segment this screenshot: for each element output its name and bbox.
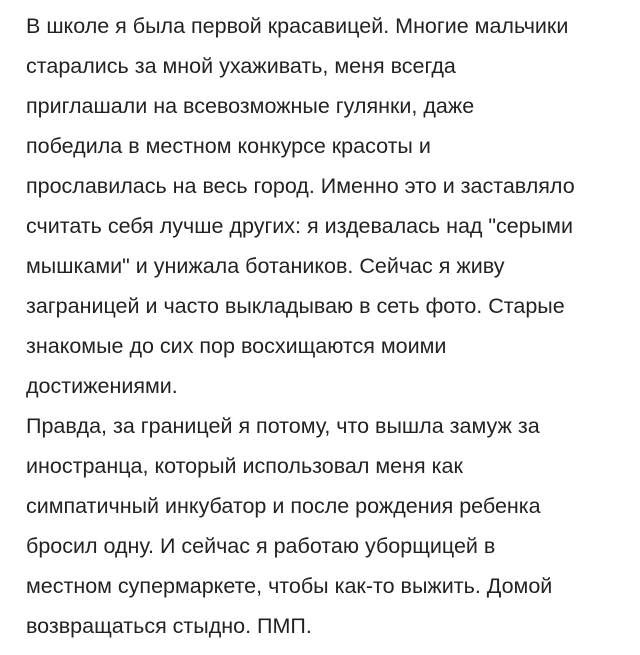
text-line: Правда, за границей я потому, что вышла замуж за <box>26 414 540 438</box>
text-line: прославилась на весь город. Именно это и заставляло <box>26 174 575 198</box>
text-line: достижениями. <box>26 374 178 398</box>
paragraph-2 <box>26 406 620 646</box>
text-line: местном супермаркете, чтобы как-то выжить. Домой <box>26 574 553 598</box>
text-line: мышками" и унижала ботаников. Сейчас я живу <box>26 254 505 278</box>
text-line: возвращаться стыдно. ПМП. <box>26 614 312 638</box>
text-line: заграницей и часто выкладываю в сеть фото. Старые <box>26 294 565 318</box>
text-line: иностранца, который использовал меня как <box>26 454 463 478</box>
text-line: приглашали на всевозможные гулянки, даже <box>26 94 475 118</box>
text-line: знакомые до сих пор восхищаются моими <box>26 334 447 358</box>
text-line: считать себя лучше других: я издевалась над "серыми <box>26 214 573 238</box>
text-line: симпатичный инкубатор и после рождения ребенка <box>26 494 541 518</box>
text-line: старались за мной ухаживать, меня всегда <box>26 54 456 78</box>
text-line: победила в местном конкурсе красоты и <box>26 134 431 158</box>
paragraph-1 <box>26 6 620 406</box>
text-line: В школе я была первой красавицей. Многие мальчики <box>26 14 569 38</box>
text-line: бросил одну. И сейчас я работаю уборщицей в <box>26 534 496 558</box>
